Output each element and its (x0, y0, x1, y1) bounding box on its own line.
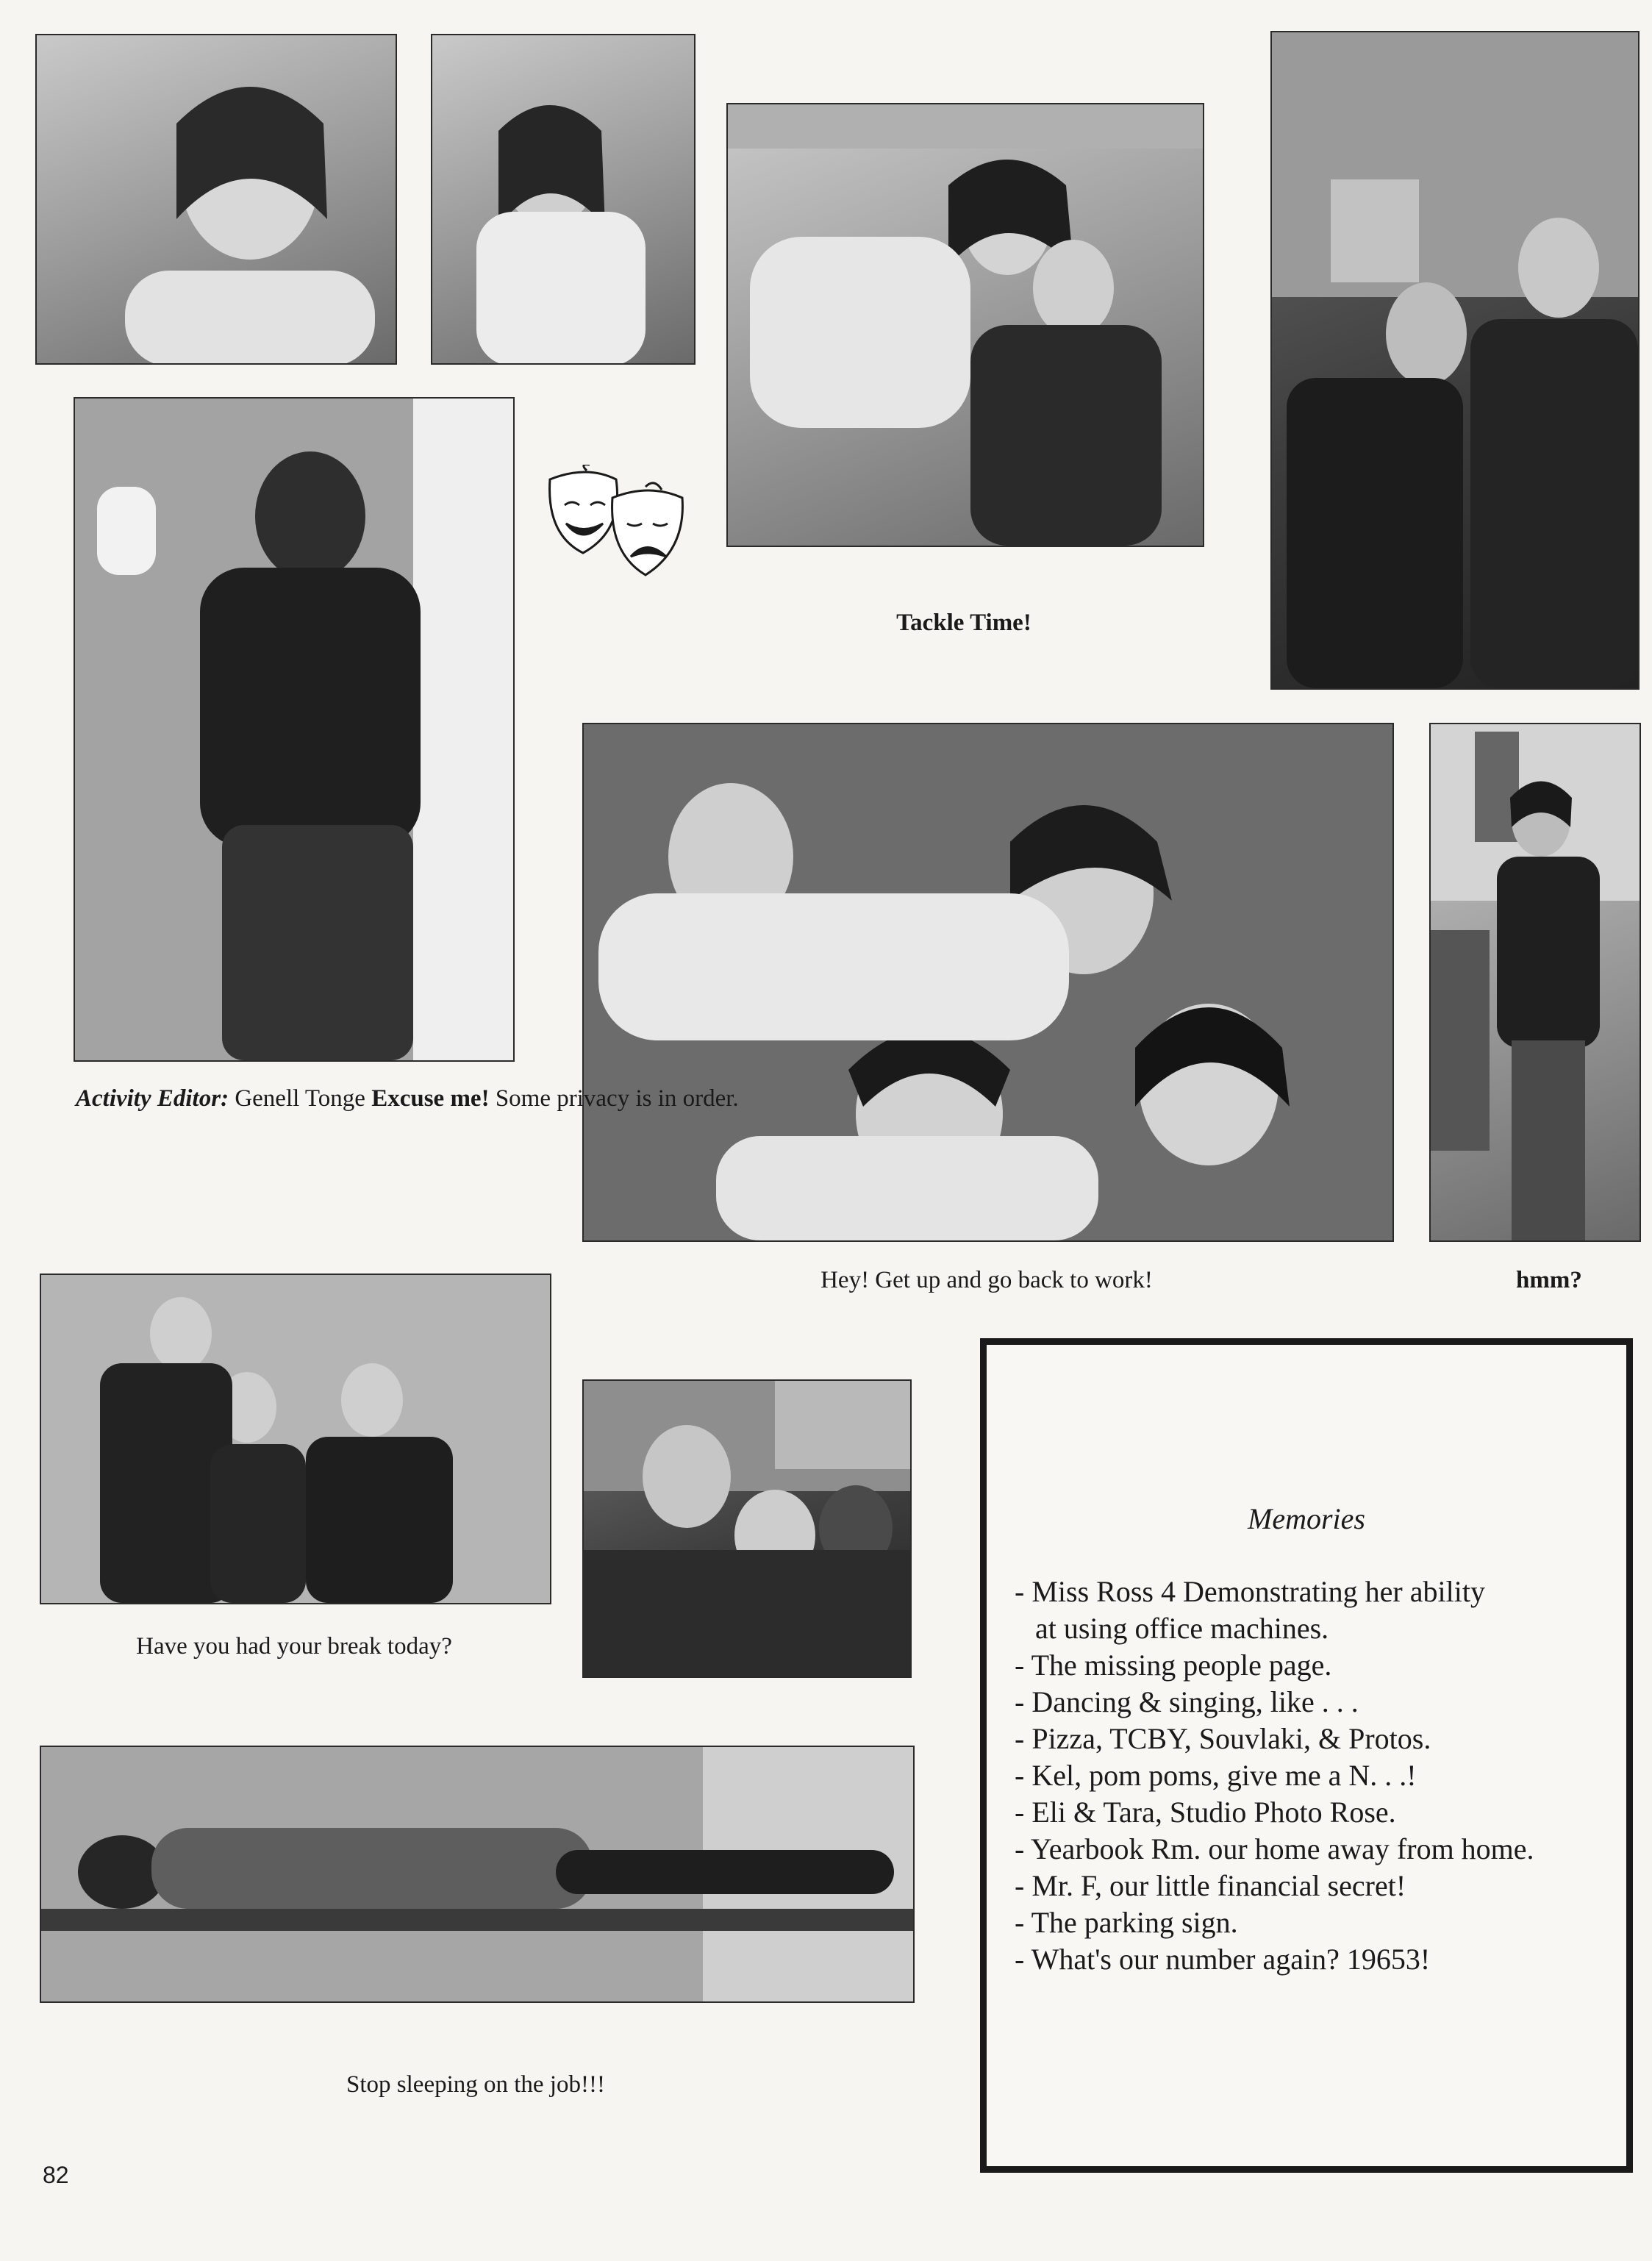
photo-tackle-time (726, 103, 1204, 547)
caption-break: Have you had your break today? (136, 1633, 452, 1660)
memory-item: - Kel, pom poms, give me a N. . .! (1015, 1759, 1417, 1792)
memories-title: Memories (1248, 1502, 1365, 1535)
photo-three-friends (582, 1379, 912, 1678)
caption-hmm: hmm? (1516, 1267, 1582, 1293)
theater-masks-icon (543, 465, 693, 590)
photo-hmm (1429, 723, 1641, 1242)
photo-break (40, 1274, 551, 1604)
memory-item: - Pizza, TCBY, Souvlaki, & Protos. (1015, 1722, 1431, 1755)
photo-girl-at-desk (431, 34, 696, 365)
memory-item: - Eli & Tara, Studio Photo Rose. (1015, 1796, 1396, 1829)
photo-activity-editor (74, 397, 515, 1062)
caption-tackle-time: Tackle Time! (896, 610, 1031, 636)
photo-get-up (582, 723, 1394, 1242)
caption-sleeping: Stop sleeping on the job!!! (346, 2071, 605, 2098)
memory-item: - Mr. F, our little financial secret! (1015, 1869, 1406, 1902)
memory-item: - Dancing & singing, like . . . (1015, 1685, 1359, 1718)
caption-activity-editor: Activity Editor: Genell Tonge Excuse me! Some privacy is in order. (76, 1085, 739, 1112)
caption-get-up: Hey! Get up and go back to work! (820, 1267, 1153, 1293)
memory-item: - What's our number again? 19653! (1015, 1943, 1431, 1976)
memory-item: - The parking sign. (1015, 1906, 1238, 1939)
memory-item: - Miss Ross 4 Demonstrating her ability (1015, 1575, 1485, 1608)
photo-group-classroom (1270, 31, 1640, 690)
memory-item: - Yearbook Rm. our home away from home. (1015, 1832, 1534, 1865)
memories-list (1015, 1574, 1617, 1978)
page-number: 82 (43, 2162, 69, 2188)
memory-item: - The missing people page. (1015, 1649, 1332, 1682)
memory-item: at using office machines. (1035, 1612, 1329, 1645)
photo-sleeping (40, 1746, 915, 2003)
photo-smiling-girl (35, 34, 397, 365)
